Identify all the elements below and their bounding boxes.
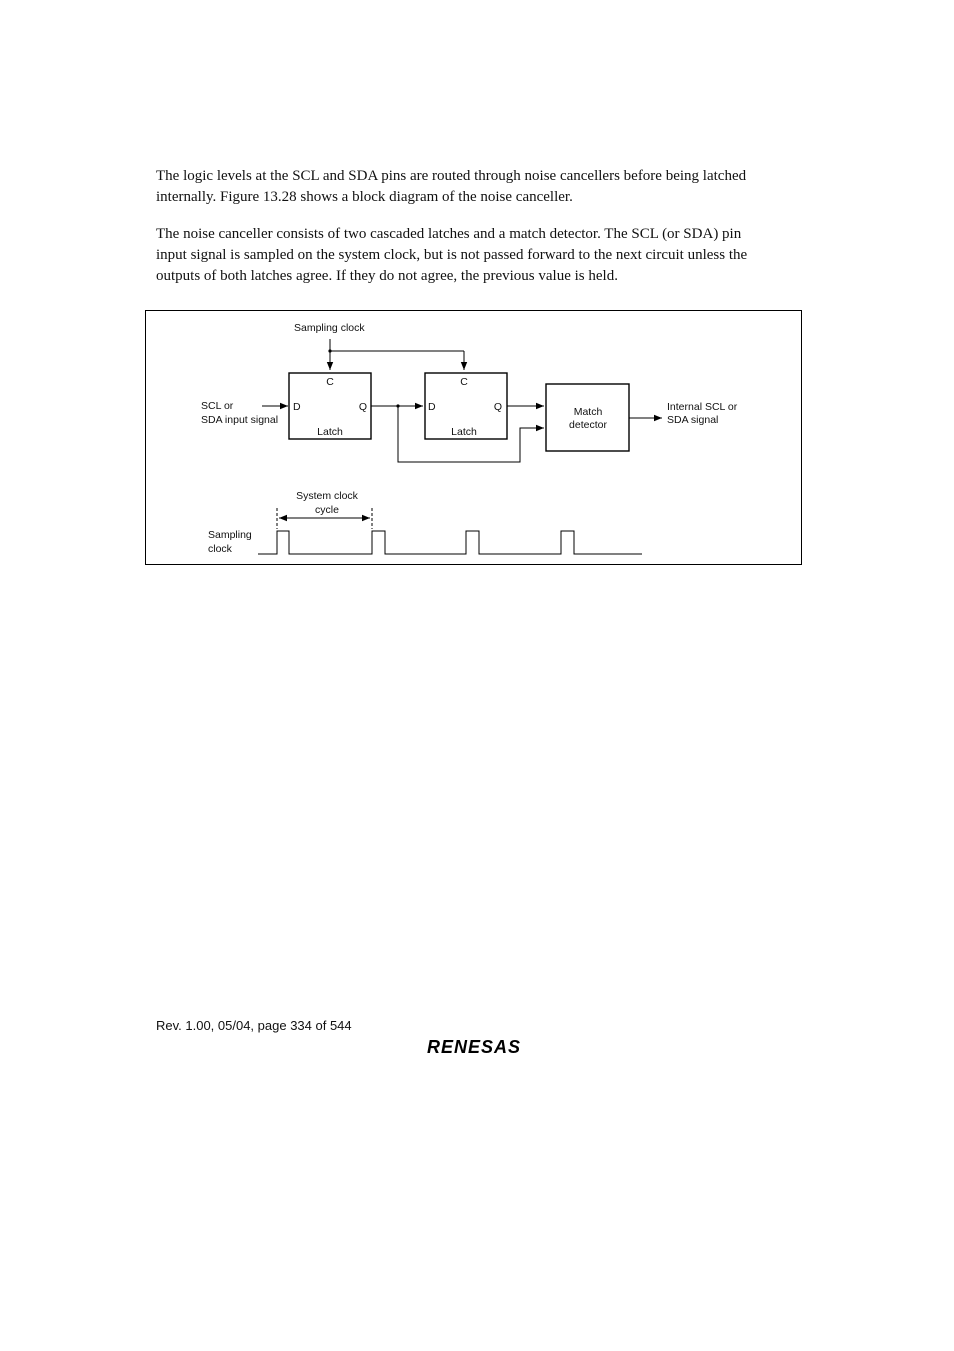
- renesas-logo: [412, 1034, 536, 1058]
- clock-junction-dot: [328, 349, 331, 352]
- cycle-label-line1: System clock: [296, 490, 358, 502]
- latch1-q-pin: Q: [358, 401, 367, 413]
- description-paragraph: [156, 224, 796, 287]
- renesas-logo-text: RENESAS: [426, 1037, 522, 1057]
- p1-line2: internally. Figure 13.28 shows a block diagram of the noise canceller.: [156, 189, 573, 205]
- input-label-line2: SDA input signal: [201, 414, 279, 426]
- p2-line1: The noise canceller consists of two cascaded latches and a match detector. The SCL (or SDA) pin: [156, 226, 742, 242]
- latch1-d-pin: D: [293, 401, 301, 413]
- latch1-label: Latch: [317, 426, 343, 438]
- input-label-line1: SCL or: [201, 400, 234, 412]
- intro-paragraph: [156, 166, 796, 208]
- latch1-c-pin: C: [326, 376, 334, 388]
- noise-canceller-figure: [145, 310, 802, 565]
- latch2-c-pin: C: [460, 376, 468, 388]
- output-label-line2: SDA signal: [667, 414, 719, 426]
- output-label-line1: Internal SCL or: [667, 401, 738, 413]
- page-footer-info: Rev. 1.00, 05/04, page 334 of 544: [156, 1018, 352, 1033]
- noise-canceller-diagram: [146, 311, 803, 566]
- p2-line2: input signal is sampled on the system clock, but is not passed forward to the next circuit unless the: [156, 247, 748, 263]
- match-label-line2: detector: [569, 419, 607, 431]
- p1-line1: The logic levels at the SCL and SDA pins are routed through noise cancellers before being latched: [156, 168, 747, 184]
- match-label-line1: Match: [573, 406, 603, 418]
- wave-label-line1: Sampling: [208, 529, 252, 541]
- p2-line3: outputs of both latches agree. If they do not agree, the previous value is held.: [156, 268, 618, 284]
- sampling-clock-waveform: [258, 531, 642, 554]
- latch2-q-pin: Q: [493, 401, 502, 413]
- wave-label-line2: clock: [208, 543, 232, 555]
- cycle-label-line2: cycle: [315, 504, 339, 516]
- latch2-d-pin: D: [428, 401, 436, 413]
- sampling-clock-label: Sampling clock: [294, 322, 365, 334]
- latch2-label: Latch: [451, 426, 477, 438]
